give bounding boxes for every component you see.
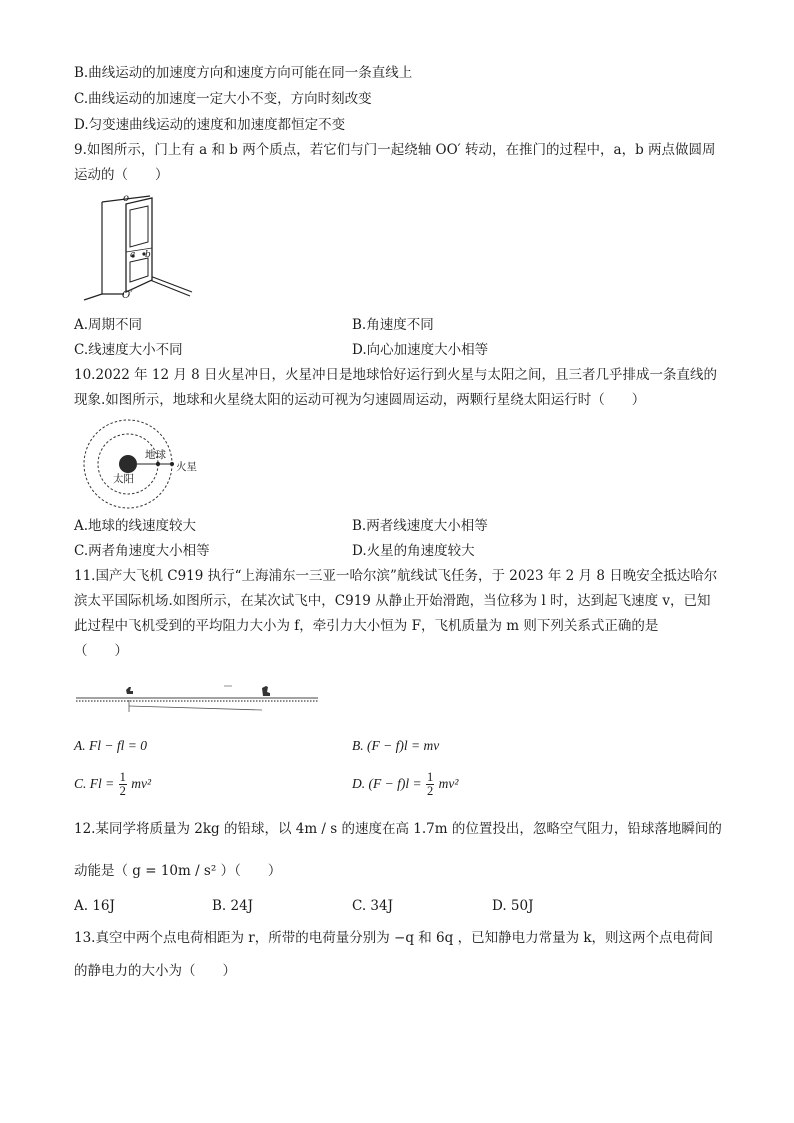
q10-orbit-figure <box>78 418 178 510</box>
q10-label-sun: 太阳 <box>113 473 134 485</box>
q11-stem-line3: 此过程中飞机受到的平均阻力大小为 f，牵引力大小恒为 F，飞机质量为 m 则下列关系式正确的是 <box>74 618 659 634</box>
q10-label-earth: 地球 <box>145 449 166 461</box>
q11-option-c-suffix: mv² <box>131 776 152 791</box>
q11-option-d-fraction <box>426 771 434 798</box>
q9-label-b: b <box>145 250 151 260</box>
q9-label-o: o <box>123 193 130 204</box>
q11-option-d <box>352 768 458 800</box>
q9-label-a: a <box>130 250 136 260</box>
q11-stem-line4: （ ） <box>74 643 128 659</box>
q9-stem-line2: 运动的（ ） <box>74 167 169 183</box>
q11-option-d-suffix: mv² <box>438 776 459 791</box>
q9-option-b: B.角速度不同 <box>352 317 434 333</box>
q10-option-b: B.两者线速度大小相等 <box>352 518 488 534</box>
q11-stem-line2: 滨太平国际机场.如图所示，在某次试飞中，C919 从静止开始滑跑，当位移为 l 时，达到起飞速度 v，已知 <box>74 593 711 609</box>
q11-option-b: B. (F − f)l = mv <box>352 738 440 753</box>
q8-option-d: D.匀变速曲线运动的速度和加速度都恒定不变 <box>74 117 346 133</box>
q12-option-c: C. 34J <box>352 898 394 914</box>
q12-stem-line2: 动能是（ g = 10m / s² ）（ ） <box>74 863 282 879</box>
q10-option-c: C.两者角速度大小相等 <box>74 543 210 559</box>
q13-stem-line2: 的静电力的大小为（ ） <box>74 963 236 979</box>
q10-stem-line1: 10.2022 年 12 月 8 日火星冲日，火星冲日是地球恰好运行到火星与太阳之间，且三者几乎排成一条直线的 <box>74 367 718 383</box>
q13-stem-line1: 13.真空中两个点电荷相距为 r，所带的电荷量分别为 −q 和 6q ，已知静电力常量为 k，则这两个点电荷间 <box>74 930 714 946</box>
q9-option-c: C.线速度大小不同 <box>74 342 183 358</box>
q9-door-figure <box>80 192 200 304</box>
q9-option-d: D.向心加速度大小相等 <box>352 342 489 358</box>
q11-option-c-fraction <box>119 771 127 798</box>
q11-option-c-numerator: 1 <box>119 770 126 785</box>
q11-option-d-prefix: D. (F − f)l = <box>352 776 422 791</box>
q12-option-b: B. 24J <box>212 898 254 914</box>
q9-stem-line1: 9.如图所示，门上有 a 和 b 两个质点，若它们与门一起绕轴 OO′ 转动，在推门的过程中，a，b 两点做圆周 <box>74 142 716 158</box>
q8-option-c: C.曲线运动的加速度一定大小不变，方向时刻改变 <box>74 91 372 107</box>
q10-option-a: A.地球的线速度较大 <box>74 518 197 534</box>
q11-option-c-prefix: C. Fl = <box>74 776 115 791</box>
q11-option-d-numerator: 1 <box>426 770 434 785</box>
q12-stem-line1: 12.某同学将质量为 2kg 的铅球，以 4m / s 的速度在高 1.7m 的位置投出，忽略空气阻力，铅球落地瞬间的 <box>74 821 722 837</box>
q11-runway-figure <box>74 680 320 714</box>
q11-option-d-denominator: 2 <box>426 784 434 799</box>
q8-option-b: B.曲线运动的加速度方向和速度方向可能在同一条直线上 <box>74 65 413 81</box>
q10-stem-line2: 现象.如图所示，地球和火星绕太阳的运动可视为匀速圆周运动，两颗行星绕太阳运行时（ ） <box>74 392 646 408</box>
q9-label-o-prime: O′ <box>122 290 133 301</box>
q11-option-c <box>74 768 151 800</box>
q11-stem-line1: 11.国产大飞机 C919 执行“上海浦东一三亚一哈尔滨”航线试飞任务，于 2023 年 2 月 8 日晚安全抵达哈尔 <box>74 568 718 584</box>
q9-option-a: A.周期不同 <box>74 317 143 333</box>
q11-option-a: A. Fl − fl = 0 <box>74 738 147 753</box>
q11-option-c-denominator: 2 <box>119 784 126 799</box>
q12-option-d: D. 50J <box>492 898 534 914</box>
q10-option-d: D.火星的角速度较大 <box>352 543 475 559</box>
q10-label-mars: 火星 <box>176 461 197 473</box>
q12-option-a: A. 16J <box>74 898 115 914</box>
